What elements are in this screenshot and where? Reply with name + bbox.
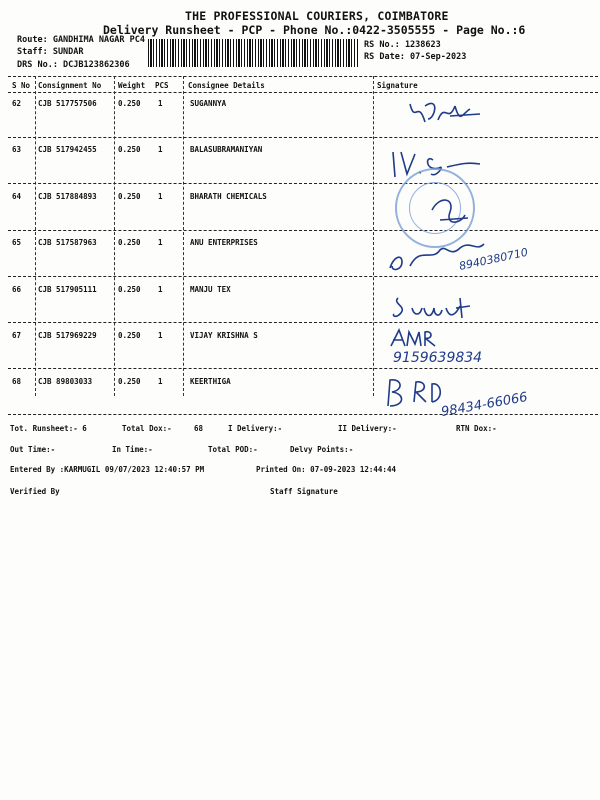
row-rule [8, 137, 598, 138]
col-divider [35, 76, 36, 396]
drs-number: DRS No.: DCJB123862306 [17, 60, 130, 70]
row-weight: 0.250 [118, 331, 141, 340]
col-consignment: Consignment No [38, 81, 102, 90]
signature-row-66 [390, 290, 500, 324]
row-sno: 64 [12, 192, 22, 201]
row-sno: 65 [12, 238, 22, 247]
row-sno: 63 [12, 145, 22, 154]
row-pcs: 1 [158, 285, 163, 294]
table-top-rule [8, 76, 598, 77]
row-rule [8, 183, 598, 184]
row-consignee: ANU ENTERPRISES [190, 238, 258, 247]
printed-on: Printed On: 07-09-2023 12:44:44 [256, 465, 396, 474]
signature-row-64 [420, 190, 480, 230]
staff-signature: Staff Signature [270, 487, 338, 496]
row-rule [8, 368, 598, 369]
col-divider [114, 76, 115, 396]
header-bottom-rule [8, 92, 598, 93]
row-consignment: CJB 517884893 [38, 192, 97, 201]
signature-row-65 [380, 226, 550, 282]
row-consignment: CJB 517942455 [38, 145, 97, 154]
row-sno: 62 [12, 99, 22, 108]
row-consignment: CJB 517757506 [38, 99, 97, 108]
row-consignment: CJB 517905111 [38, 285, 97, 294]
row-pcs: 1 [158, 99, 163, 108]
signature-row-67 [385, 326, 535, 366]
row-sno: 67 [12, 331, 22, 340]
ii-delivery: II Delivery:- [338, 424, 397, 433]
rs-number: RS No.: 1238623 [364, 40, 441, 50]
company-title: THE PROFESSIONAL COURIERS, COIMBATORE [185, 9, 449, 23]
row-sno: 68 [12, 377, 22, 386]
row-pcs: 1 [158, 145, 163, 154]
row-weight: 0.250 [118, 238, 141, 247]
route-label: Route: GANDHIMA NAGAR PC4 [17, 35, 145, 45]
col-sno: S No [12, 81, 31, 90]
row-weight: 0.250 [118, 145, 141, 154]
row-consignment: CJB 517587963 [38, 238, 97, 247]
row-weight: 0.250 [118, 285, 141, 294]
row-consignee: BHARATH CHEMICALS [190, 192, 267, 201]
row-sno: 66 [12, 285, 22, 294]
signature-row-68 [380, 372, 540, 420]
staff-label: Staff: SUNDAR [17, 47, 84, 57]
svg-text:98434-66066: 98434-66066 [440, 389, 529, 420]
col-weight: Weight [118, 81, 146, 90]
out-time: Out Time:- [10, 445, 56, 454]
row-consignee: SUGANNYA [190, 99, 227, 108]
row-rule [8, 322, 598, 323]
total-pod: Total POD:- [208, 445, 258, 454]
signature-row-62 [400, 94, 490, 134]
entered-by: Entered By :KARMUGIL 09/07/2023 12:40:57 PM [10, 465, 205, 474]
row-weight: 0.250 [118, 99, 141, 108]
row-pcs: 1 [158, 238, 163, 247]
i-delivery: I Delivery:- [228, 424, 283, 433]
row-pcs: 1 [158, 192, 163, 201]
runsheet-subtitle: Delivery Runsheet - PCP - Phone No.:0422-3505555 - Page No.:6 [103, 23, 526, 37]
col-divider [183, 76, 184, 396]
row-consignment: CJB 89803033 [38, 377, 93, 386]
row-weight: 0.250 [118, 377, 141, 386]
total-dox-label: Total Dox:- [122, 424, 172, 433]
row-pcs: 1 [158, 377, 163, 386]
row-consignee: VIJAY KRISHNA S [190, 331, 258, 340]
row-weight: 0.250 [118, 192, 141, 201]
in-time: In Time:- [112, 445, 153, 454]
col-consignee: Consignee Details [188, 81, 265, 90]
col-pcs: PCS [155, 81, 169, 90]
delvy-points: Delvy Points:- [290, 445, 354, 454]
rs-date: RS Date: 07-Sep-2023 [364, 52, 467, 62]
row-consignee: BALASUBRAMANIYAN [190, 145, 263, 154]
svg-text:8940380710: 8940380710 [457, 245, 530, 273]
row-pcs: 1 [158, 331, 163, 340]
row-consignee: KEERTHIGA [190, 377, 231, 386]
barcode [148, 39, 358, 67]
row-consignee: MANJU TEX [190, 285, 231, 294]
tot-runsheet: Tot. Runsheet:- 6 [10, 424, 87, 433]
total-dox-value: 68 [194, 424, 204, 433]
col-signature: Signature [377, 81, 418, 90]
svg-text:9159639834: 9159639834 [393, 350, 483, 366]
col-divider [373, 76, 374, 396]
verified-by: Verified By [10, 487, 60, 496]
rtn-dox: RTN Dox:- [456, 424, 497, 433]
row-consignment: CJB 517969229 [38, 331, 97, 340]
